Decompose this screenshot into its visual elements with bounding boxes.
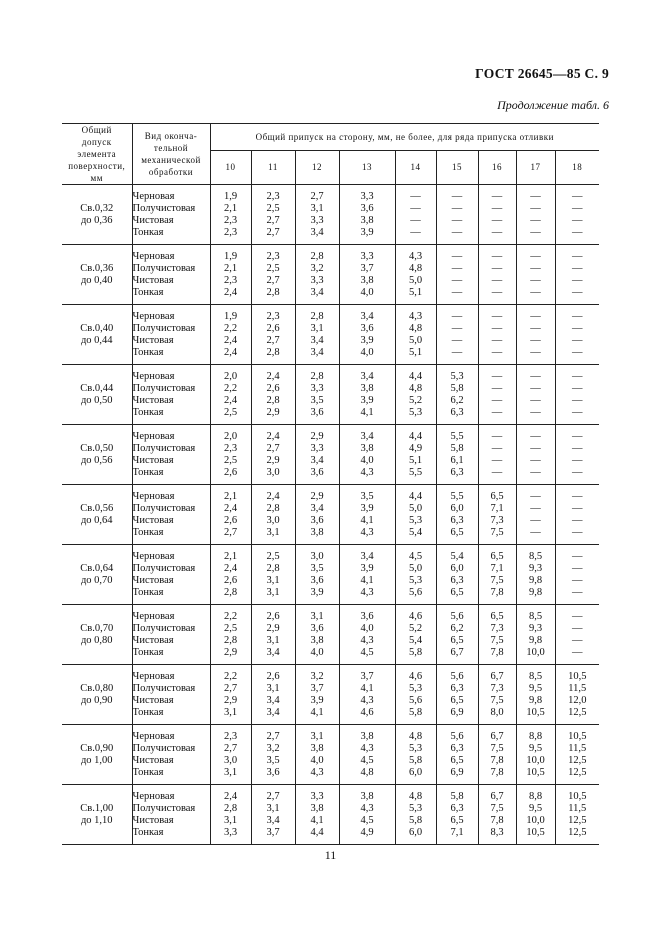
value-cell: 6,5 7,1 7,3 7,5 [478, 485, 516, 545]
value-cell: 6,7 7,3 7,5 8,0 [478, 665, 516, 725]
value-cell: 2,3 2,5 2,7 2,8 [251, 245, 295, 305]
value-cell: — — — — [516, 245, 555, 305]
value-cell: 2,9 3,3 3,4 3,6 [295, 425, 339, 485]
value-cell: — — — — [478, 185, 516, 245]
value-cell: 2,3 2,6 2,7 2,8 [251, 305, 295, 365]
finish-type-cell: Черновая Получистовая Чистовая Тонкая [132, 665, 210, 725]
value-cell: 3,8 4,3 4,5 4,9 [339, 785, 395, 845]
value-cell: 4,3 4,8 5,0 5,1 [395, 245, 436, 305]
tolerance-cell: Св.0,32 до 0,36 [62, 185, 132, 245]
value-cell: 8,5 9,5 9,8 10,5 [516, 665, 555, 725]
value-cell: — — — — [555, 305, 599, 365]
value-cell: 4,5 5,0 5,3 5,6 [395, 545, 436, 605]
value-cell: 5,5 5,8 6,1 6,3 [436, 425, 478, 485]
value-cell: 2,2 2,5 2,8 2,9 [210, 605, 251, 665]
value-cell: — — — — [516, 305, 555, 365]
value-cell: 4,6 5,2 5,4 5,8 [395, 605, 436, 665]
value-cell: 4,4 4,9 5,1 5,5 [395, 425, 436, 485]
value-cell: 2,6 3,1 3,4 3,4 [251, 665, 295, 725]
value-cell: 4,8 5,3 5,8 6,0 [395, 785, 436, 845]
column-header: 14 [395, 150, 436, 184]
table-row [62, 305, 599, 365]
column-header: 16 [478, 150, 516, 184]
header-finish-type: Вид оконча- тельной механической обработки [132, 124, 210, 185]
value-cell: — — — — [436, 245, 478, 305]
value-cell: 2,8 3,2 3,3 3,4 [295, 245, 339, 305]
value-cell: 4,6 5,3 5,6 5,8 [395, 665, 436, 725]
value-cell: — — — — [478, 365, 516, 425]
tolerance-cell: Св.0,50 до 0,56 [62, 425, 132, 485]
value-cell: 2,2 2,7 2,9 3,1 [210, 665, 251, 725]
value-cell: 2,3 2,7 3,0 3,1 [210, 725, 251, 785]
value-cell: 2,3 2,5 2,7 2,7 [251, 185, 295, 245]
column-header: 18 [555, 150, 599, 184]
value-cell: 1,9 2,1 2,3 2,3 [210, 185, 251, 245]
value-cell: 10,5 11,5 12,5 12,5 [555, 785, 599, 845]
tolerance-cell: Св.0,40 до 0,44 [62, 305, 132, 365]
value-cell: — — — — [555, 365, 599, 425]
finish-type-cell: Черновая Получистовая Чистовая Тонкая [132, 425, 210, 485]
value-cell: — — — — [478, 305, 516, 365]
table-row [62, 365, 599, 425]
value-cell: — — — — [516, 185, 555, 245]
value-cell: 1,9 2,2 2,4 2,4 [210, 305, 251, 365]
value-cell: — — — — [478, 425, 516, 485]
value-cell: 5,8 6,3 6,5 7,1 [436, 785, 478, 845]
value-cell: 3,0 3,5 3,6 3,9 [295, 545, 339, 605]
finish-type-cell: Черновая Получистовая Чистовая Тонкая [132, 605, 210, 665]
value-cell: — — — — [478, 245, 516, 305]
table-row [62, 185, 599, 245]
finish-type-cell: Черновая Получистовая Чистовая Тонкая [132, 485, 210, 545]
value-cell: 3,4 3,9 4,1 4,3 [339, 545, 395, 605]
value-cell: 3,4 3,8 4,0 4,3 [339, 425, 395, 485]
value-cell: 5,6 6,2 6,5 6,7 [436, 605, 478, 665]
value-cell: 8,8 9,5 10,0 10,5 [516, 725, 555, 785]
header-allowance-group: Общий припуск на сторону, мм, не более, для ряда припуска отливки [210, 124, 599, 151]
table-continuation-label: Продолжение табл. 6 [497, 98, 609, 112]
tolerance-cell: Св.0,64 до 0,70 [62, 545, 132, 605]
value-cell: 3,5 3,9 4,1 4,3 [339, 485, 395, 545]
value-cell: — — — — [516, 365, 555, 425]
value-cell: 2,8 3,3 3,5 3,6 [295, 365, 339, 425]
value-cell: 2,1 2,4 2,6 2,8 [210, 545, 251, 605]
column-header: 12 [295, 150, 339, 184]
value-cell: — — — — [555, 605, 599, 665]
tolerance-cell: Св.0,56 до 0,64 [62, 485, 132, 545]
finish-type-cell: Черновая Получистовая Чистовая Тонкая [132, 365, 210, 425]
table-row [62, 725, 599, 785]
value-cell: 6,5 7,3 7,5 7,8 [478, 605, 516, 665]
value-cell: 1,9 2,1 2,3 2,4 [210, 245, 251, 305]
value-cell: 3,1 3,6 3,8 4,0 [295, 605, 339, 665]
column-header: 15 [436, 150, 478, 184]
value-cell: — — — — [436, 185, 478, 245]
header-tolerance: Общий допуск элемента поверхности, мм [62, 124, 132, 185]
column-header: 13 [339, 150, 395, 184]
value-cell: 6,5 7,1 7,5 7,8 [478, 545, 516, 605]
tolerance-cell: Св.0,44 до 0,50 [62, 365, 132, 425]
value-cell: — — — — [516, 485, 555, 545]
tolerance-cell: Св.0,90 до 1,00 [62, 725, 132, 785]
value-cell: 3,7 4,1 4,3 4,6 [339, 665, 395, 725]
value-cell: 4,8 5,3 5,8 6,0 [395, 725, 436, 785]
value-cell: 3,1 3,8 4,0 4,3 [295, 725, 339, 785]
value-cell: 3,8 4,3 4,5 4,8 [339, 725, 395, 785]
value-cell: 10,5 11,5 12,5 12,5 [555, 725, 599, 785]
value-cell: — — — — [436, 305, 478, 365]
column-header: 17 [516, 150, 555, 184]
value-cell: 3,4 3,6 3,9 4,0 [339, 305, 395, 365]
value-cell: 3,3 3,8 4,1 4,4 [295, 785, 339, 845]
value-cell: 3,2 3,7 3,9 4,1 [295, 665, 339, 725]
tolerance-cell: Св.0,36 до 0,40 [62, 245, 132, 305]
finish-type-cell: Черновая Получистовая Чистовая Тонкая [132, 185, 210, 245]
value-cell: 2,4 2,8 3,0 3,1 [251, 485, 295, 545]
tolerance-cell: Св.0,70 до 0,80 [62, 605, 132, 665]
value-cell: — — — — [555, 545, 599, 605]
value-cell: — — — — [555, 245, 599, 305]
document-header: ГОСТ 26645—85 С. 9 [475, 66, 609, 81]
value-cell: 2,7 3,1 3,3 3,4 [295, 185, 339, 245]
value-cell: — — — — [516, 425, 555, 485]
table-row [62, 545, 599, 605]
tolerance-cell: Св.0,80 до 0,90 [62, 665, 132, 725]
value-cell: 3,3 3,7 3,8 4,0 [339, 245, 395, 305]
value-cell: 2,4 2,6 2,8 2,9 [251, 365, 295, 425]
table-row [62, 665, 599, 725]
allowance-table [62, 123, 599, 845]
table-row [62, 245, 599, 305]
table-row [62, 605, 599, 665]
value-cell: 2,4 2,8 3,1 3,3 [210, 785, 251, 845]
tolerance-cell: Св.1,00 до 1,10 [62, 785, 132, 845]
value-cell: 6,7 7,5 7,8 7,8 [478, 725, 516, 785]
value-cell: 10,5 11,5 12,0 12,5 [555, 665, 599, 725]
page-number: 11 [324, 848, 337, 862]
value-cell: 3,6 4,0 4,3 4,5 [339, 605, 395, 665]
value-cell: 6,7 7,5 7,8 8,3 [478, 785, 516, 845]
value-cell: 5,6 6,3 6,5 6,9 [436, 665, 478, 725]
value-cell: 2,1 2,4 2,6 2,7 [210, 485, 251, 545]
value-cell: — — — — [555, 185, 599, 245]
table-row [62, 425, 599, 485]
value-cell: 8,5 9,3 9,8 9,8 [516, 545, 555, 605]
finish-type-cell: Черновая Получистовая Чистовая Тонкая [132, 725, 210, 785]
column-header: 11 [251, 150, 295, 184]
value-cell: 2,8 3,1 3,4 3,4 [295, 305, 339, 365]
value-cell: 3,4 3,8 3,9 4,1 [339, 365, 395, 425]
value-cell: 2,4 2,7 2,9 3,0 [251, 425, 295, 485]
value-cell: 2,7 3,1 3,4 3,7 [251, 785, 295, 845]
value-cell: 2,0 2,2 2,4 2,5 [210, 365, 251, 425]
table-row [62, 485, 599, 545]
finish-type-cell: Черновая Получистовая Чистовая Тонкая [132, 545, 210, 605]
value-cell: 2,7 3,2 3,5 3,6 [251, 725, 295, 785]
value-cell: 8,8 9,5 10,0 10,5 [516, 785, 555, 845]
value-cell: — — — — [555, 425, 599, 485]
table-row [62, 785, 599, 845]
value-cell: — — — — [555, 485, 599, 545]
value-cell: 2,0 2,3 2,5 2,6 [210, 425, 251, 485]
finish-type-cell: Черновая Получистовая Чистовая Тонкая [132, 305, 210, 365]
value-cell: 5,4 6,0 6,3 6,5 [436, 545, 478, 605]
value-cell: 4,4 5,0 5,3 5,4 [395, 485, 436, 545]
value-cell: 4,3 4,8 5,0 5,1 [395, 305, 436, 365]
value-cell: 3,3 3,6 3,8 3,9 [339, 185, 395, 245]
value-cell: 5,5 6,0 6,3 6,5 [436, 485, 478, 545]
value-cell: 4,4 4,8 5,2 5,3 [395, 365, 436, 425]
value-cell: 2,5 2,8 3,1 3,1 [251, 545, 295, 605]
finish-type-cell: Черновая Получистовая Чистовая Тонкая [132, 245, 210, 305]
value-cell: 5,6 6,3 6,5 6,9 [436, 725, 478, 785]
finish-type-cell: Черновая Получистовая Чистовая Тонкая [132, 785, 210, 845]
value-cell: — — — — [395, 185, 436, 245]
value-cell: 2,9 3,4 3,6 3,8 [295, 485, 339, 545]
value-cell: 8,5 9,3 9,8 10,0 [516, 605, 555, 665]
value-cell: 2,6 2,9 3,1 3,4 [251, 605, 295, 665]
column-header: 10 [210, 150, 251, 184]
value-cell: 5,3 5,8 6,2 6,3 [436, 365, 478, 425]
